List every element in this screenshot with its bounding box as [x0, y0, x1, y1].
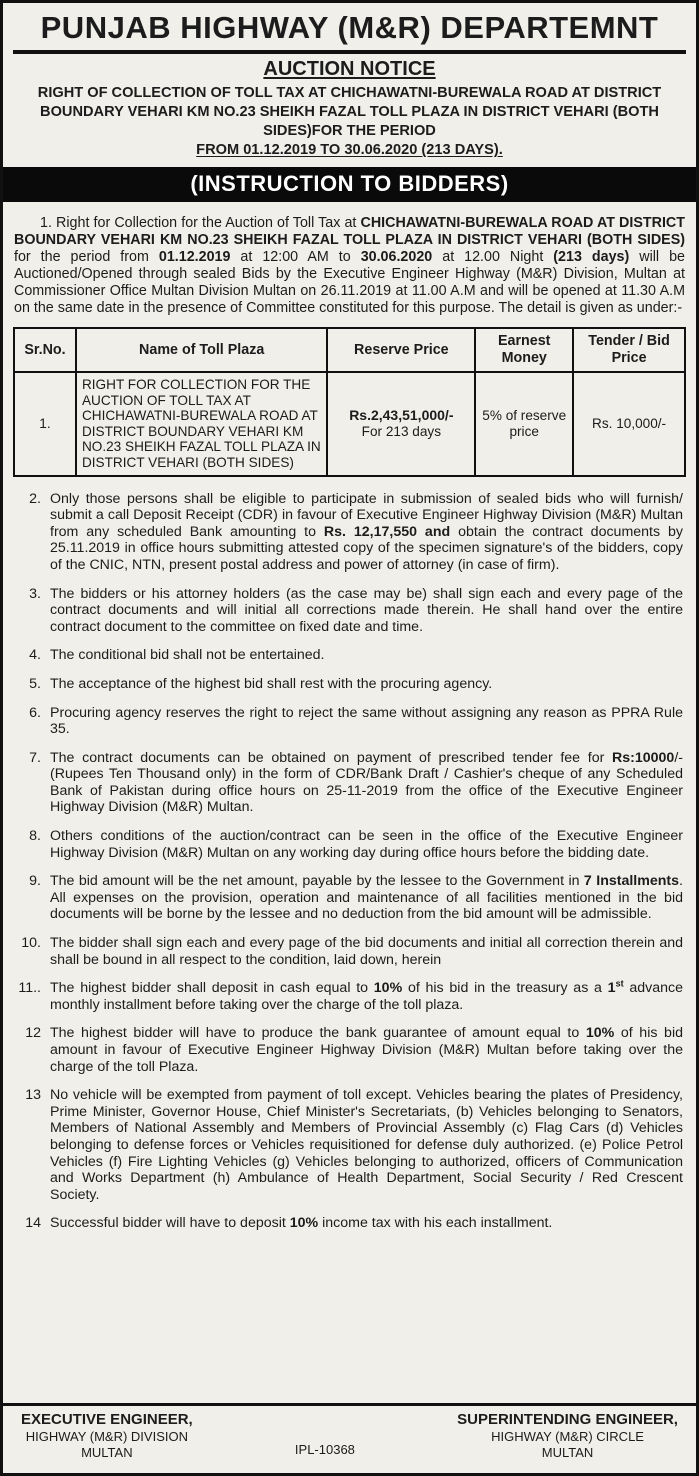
table-row	[14, 372, 685, 476]
text-segment: of his bid amount in favour of Executive Engineer Highway Division (M&R) Multan before taking over the charge of the toll Plaza.	[50, 1025, 683, 1075]
text-segment: The conditional bid shall not be entertained.	[50, 647, 325, 664]
text-segment: Successful bidder will have to deposit	[50, 1215, 290, 1232]
text-segment: The acceptance of the highest bid shall rest with the procuring agency.	[50, 675, 493, 692]
list-item	[14, 873, 685, 923]
table-header-row	[14, 328, 685, 372]
text-segment: The bid amount will be the net amount, payable by the lessee to the Government in	[50, 873, 584, 890]
signature-block-executive-engineer	[21, 1411, 193, 1461]
col-header-tender-price: Tender / Bid Price	[573, 328, 685, 372]
signature-title: SUPERINTENDING ENGINEER,	[457, 1411, 678, 1428]
item-text	[50, 1087, 685, 1203]
col-header-sr-no: Sr.No.	[14, 328, 76, 372]
item-text	[50, 647, 685, 664]
item-text	[50, 873, 685, 923]
list-item	[14, 705, 685, 738]
list-item	[14, 828, 685, 861]
text-segment: The contract documents can be obtained on payment of prescribed tender fee for	[50, 749, 612, 766]
item-text	[50, 828, 685, 861]
item-text	[50, 1215, 685, 1232]
signature-block-superintending-engineer	[457, 1411, 678, 1461]
item-text	[50, 586, 685, 636]
text-segment: at 12:00 AM to	[230, 249, 361, 265]
text-segment: No vehicle will be exempted from payment of toll except. Vehicles bearing the plates of Presidency, Prime Minister, Governor House, Chief Minister's Secretariats, (b) Vehicles belonging to Senators, Members of National Assembly and Members of Provincial Assembly (c) Flag Cars (d) Vehicles belonging to defense forces or Vehicles requisitioned for defense duly authorized. (e) Police Petrol Vehicles (f) Fire Lighting Vehicles (g) Vehicles belonging to authorized, officers of Communication and Works Department (h) Ambulance of Health Department, Social Security / Red Crescent Society.	[50, 1087, 683, 1203]
signature-title: EXECUTIVE ENGINEER,	[21, 1411, 193, 1428]
item-number: 11..	[18, 980, 41, 997]
item-text	[50, 676, 685, 693]
text-segment: at 12.00 Night	[432, 249, 554, 265]
toll-plaza-table	[13, 327, 686, 477]
text-segment: obtain the contract documents by 25.11.2019 in office hours submitting attested copy of the specimen signature's of the bidders, copy of the CNIC, NTN, present postal address and power of attorney (in case of firm).	[50, 523, 683, 573]
reserve-price-amount: Rs.2,43,51,000/-	[349, 406, 454, 423]
text-segment: Rs:10000	[612, 749, 675, 766]
signature-line: HIGHWAY (M&R) DIVISION	[25, 1429, 188, 1444]
text-segment: 10%	[585, 1025, 615, 1042]
text-segment: Others conditions of the auction/contract can be seen in the office of the Executive Engineer Highway Division (M&R) Multan on any working day during office hours before the bidding date.	[50, 828, 683, 861]
text-segment: 1	[607, 980, 616, 997]
list-item	[14, 1087, 685, 1203]
cell-sr-no: 1.	[14, 372, 76, 476]
text-segment: 10%	[373, 980, 403, 997]
instruction-list	[14, 491, 685, 1232]
item-number: 14	[25, 1215, 41, 1232]
instruction-to-bidders-banner: (INSTRUCTION TO BIDDERS)	[3, 167, 696, 202]
text-segment: Rs. 12,17,550 and	[323, 523, 451, 540]
list-item	[14, 935, 685, 968]
text-segment: (213 days)	[553, 249, 630, 265]
item-number: 3.	[29, 585, 41, 602]
document-footer	[3, 1403, 696, 1473]
cell-reserve-price	[327, 372, 475, 476]
text-segment: will be Auctioned/Opened through sealed Bids by the Executive Engineer Highway (M&R) Division, Multan at Commissioner Office Multan Division Multan on 26.11.2019 at 11.00 A.M and will be opened at 11.30 A.M on the same date in the presence of Committee constituted for this purpose. The detail is given as under:-	[14, 249, 686, 316]
text-segment: 10%	[289, 1215, 319, 1232]
list-item	[14, 1025, 685, 1075]
item-number: 1.	[40, 215, 57, 231]
auction-notice-heading: AUCTION NOTICE	[263, 58, 436, 80]
list-item	[14, 647, 685, 664]
item-number: 13	[25, 1087, 41, 1104]
col-header-earnest-money: Earnest Money	[475, 328, 573, 372]
text-segment: The highest bidder shall deposit in cash equal to	[50, 980, 374, 997]
list-item	[14, 586, 685, 636]
item-number: 2.	[29, 490, 41, 507]
text-segment: Only those persons shall be eligible to participate in submission of sealed bids who will furnish/ submit a call Deposit Receipt (CDR) in favour of Executive Engineer Highway Division (M&R) Multan from any scheduled Bank amounting to	[50, 490, 683, 540]
item-number: 9.	[29, 873, 41, 890]
text-segment: The bidder shall sign each and every page of the bid documents and initial all correction therein and shall be bound in all respect to the condition, laid down, herein	[50, 935, 683, 968]
list-item	[14, 980, 685, 1013]
signature-line: MULTAN	[541, 1445, 594, 1460]
text-segment: of his bid in the treasury as a	[402, 980, 608, 997]
notice-subject: RIGHT OF COLLECTION OF TOLL TAX AT CHICHAWATNI-BUREWALA ROAD AT DISTRICT BOUNDARY VEHARI KM NO.23 SHEIKH FAZAL TOLL PLAZA IN DISTRICT VEHARI (BOTH SIDES)FOR THE PERIOD	[37, 85, 662, 139]
item-number: 12	[25, 1025, 41, 1042]
item-number: 5.	[29, 675, 41, 692]
text-segment: 01.12.2019	[158, 249, 231, 265]
text-segment: 30.06.2020	[360, 249, 433, 265]
item-text	[50, 1025, 685, 1075]
item-text	[50, 750, 685, 816]
text-segment: The highest bidder will have to produce the bank guarantee of amount equal to	[50, 1025, 586, 1042]
text-segment: 7 Installments	[583, 873, 680, 890]
text-segment: CHICHAWATNI-BUREWALA ROAD AT DISTRICT BOUNDARY VEHARI KM NO.23 SHEIKH FAZAL TOLL PLAZA IN DISTRICT VEHARI (BOTH SIDES)	[14, 215, 685, 248]
item-number: 4.	[29, 647, 41, 664]
list-item	[14, 491, 685, 574]
text-segment: The bidders or his attorney holders (as the case may be) shall sign each and every page of the contract documents and will initial all corrections made therein. He shall hand over the entire contract document to the committee on fixed date and time.	[50, 585, 683, 635]
col-header-reserve-price: Reserve Price	[327, 328, 475, 372]
intro-paragraph	[14, 215, 685, 317]
item-text	[50, 491, 685, 574]
list-item	[14, 1215, 685, 1232]
item-number: 7.	[29, 749, 41, 766]
list-item	[14, 750, 685, 816]
cell-plaza-name: RIGHT FOR COLLECTION FOR THE AUCTION OF TOLL TAX AT CHICHAWATNI-BUREWALA ROAD AT DISTRICT BOUNDARY VEHARI KM NO.23 SHEIKH FAZAL TOLL PLAZA IN DISTRICT VEHARI (BOTH SIDES)	[76, 372, 327, 476]
text-segment: /- (Rupees Ten Thousand only) in the form of CDR/Bank Draft / Cashier's cheque of any Scheduled Bank of Pakistan during office hours on 25-11-2019 from the office of the Executive Engineer Highway Division (M&R) Multan.	[50, 749, 683, 816]
text-segment: advance monthly installment before taking over the charge of the toll plaza.	[50, 980, 683, 1013]
text-segment: income tax with his each installment.	[318, 1215, 553, 1232]
list-item	[14, 676, 685, 693]
cell-tender-price: Rs. 10,000/-	[573, 372, 685, 476]
notice-period: FROM 01.12.2019 TO 30.06.2020 (213 DAYS).	[196, 142, 503, 158]
cell-earnest-money: 5% of reserve price	[475, 372, 573, 476]
text-segment: . All expenses on the provision, operation and maintenance of all facilities mentioned in the bid documents will be borne by the lessee and no deduction from the bid amount will be admissible.	[50, 873, 683, 923]
item-number: 10.	[21, 935, 41, 952]
item-text	[50, 935, 685, 968]
signature-line: MULTAN	[81, 1445, 133, 1460]
text-segment: st	[615, 978, 624, 989]
signature-line: HIGHWAY (M&R) CIRCLE	[491, 1429, 644, 1444]
item-number: 6.	[29, 704, 41, 721]
item-text	[50, 980, 685, 1013]
reserve-price-duration: For 213 days	[361, 424, 442, 440]
col-header-plaza-name: Name of Toll Plaza	[76, 328, 327, 372]
text-segment: Right for Collection for the Auction of Toll Tax at	[56, 215, 361, 231]
text-segment: Procuring agency reserves the right to reject the same without assigning any reason as PPRA Rule 35.	[50, 704, 683, 738]
item-text	[50, 705, 685, 738]
text-segment: for the period from	[14, 249, 159, 265]
page-title: PUNJAB HIGHWAY (M&R) DEPARTEMNT	[13, 9, 686, 54]
ipl-reference-number: IPL-10368	[294, 1442, 355, 1457]
item-number: 8.	[29, 828, 41, 845]
